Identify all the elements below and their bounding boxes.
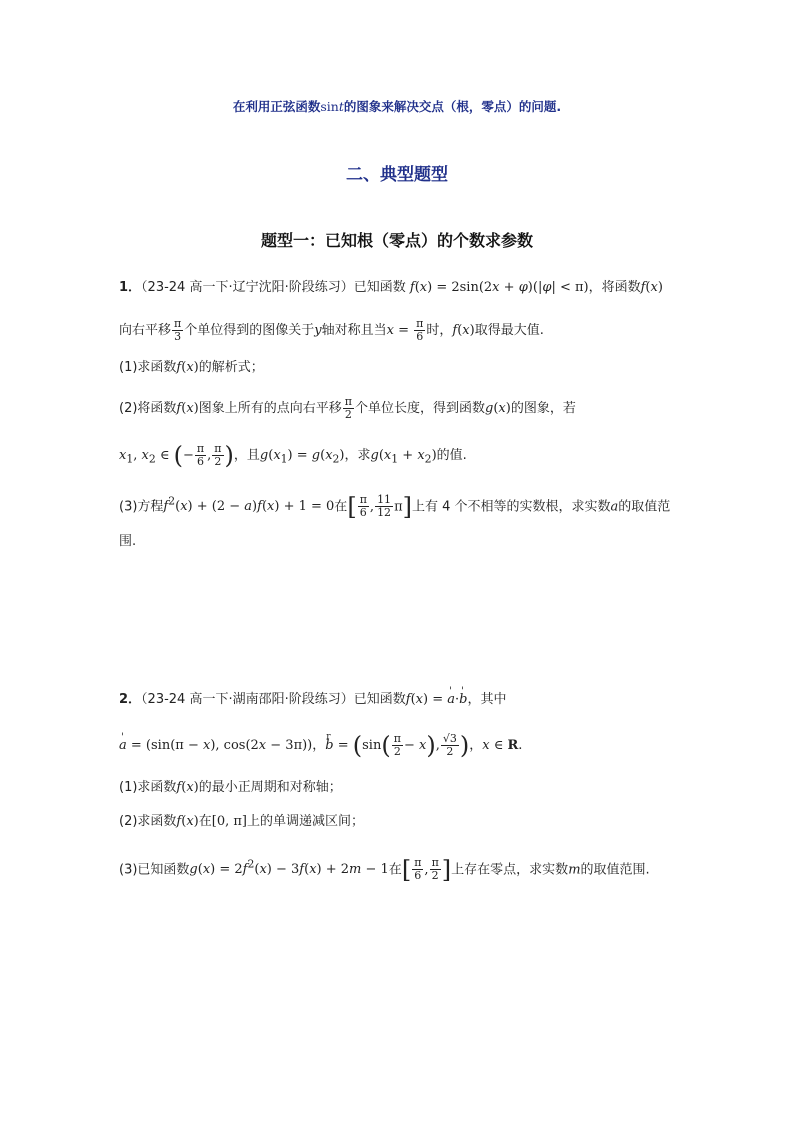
section-title: 二、典型题型 — [346, 165, 448, 185]
q2-part-3: (3)已知函数$g(x) = 2f^2(x) - 3f(x) + 2m - 1$在[ $\frac{\pi}{6}$ , $\frac{\pi}{2}$ ]上存在零点，求实数m的取值范围. — [119, 855, 650, 884]
intro-text-before: 在利用正弦函数 — [232, 99, 321, 114]
q1-frac-pi-6: $\frac{\pi}{6}$ — [416, 317, 424, 343]
q2-number: 2． — [119, 692, 142, 707]
q1-source: （23-24 高一下·辽宁沈阳·阶段练习） — [141, 280, 354, 295]
q1-part-3-line-1: (3)方程$f^2(x) + (2 - a)f(x) + 1 = 0$在[ $\frac{\pi}{6}$ , $\frac{11}{12}$ π]上有 4 个不相等的实数根，求实数a的取值范 — [119, 492, 671, 521]
q2-line-1: 2．（23-24 高一下·湖南邵阳·阶段练习）已知函数f(x) = ' a·' b，其中 — [119, 690, 506, 710]
q1-part-2-line-2: $x_1$, $x_2$ ∈ (− $\frac{\pi}{6}$ , $\frac{\pi}{2}$ )，且$g(x_1) = g(x_2)$，求$g(x_1 + x_2)$的值. — [119, 441, 467, 470]
intro-line — [0, 97, 794, 115]
intro-text-after: 的图象来解决交点（根，零点）的问题. — [343, 99, 562, 114]
q1-line-2: 向右平移 $\frac{\pi}{3}$ 个单位得到的图像关于y轴对称且当x = $\frac{\pi}{6}$ 时，f(x)取得最大值. — [119, 317, 544, 343]
q1-formula-f: f(x) = 2sin(2x + φ)(|φ| < π) — [409, 280, 589, 295]
q2-source: （23-24 高一下·湖南邵阳·阶段练习） — [141, 692, 354, 707]
intro-var: t — [338, 99, 344, 114]
q1-part-3-line-2: 围. — [119, 534, 137, 549]
q1-line-1: 1．（23-24 高一下·辽宁沈阳·阶段练习）已知函数 f(x) = 2sin(2x + φ)(|φ| < π)，将函数f(x) — [119, 280, 663, 295]
q2-part-2: (2)求函数f(x)在[0, π]上的单调递减区间； — [119, 814, 364, 829]
type-title: 题型一：已知根（零点）的个数求参数 — [260, 231, 533, 250]
q1-number: 1． — [119, 280, 142, 295]
q2-line-2: ' a = (sin(π − x), cos(2x − 3π))，r b = (sin( $\frac{\pi}{2}$ − x), $\frac{√3}{2}$ )，x ∈ R. — [119, 733, 522, 758]
q1-part-1: (1)求函数f(x)的解析式； — [119, 360, 264, 375]
intro-fn: sin — [320, 99, 339, 114]
q1-frac-pi-3: $\frac{\pi}{3}$ — [174, 317, 182, 343]
q2-part-1: (1)求函数f(x)的最小正周期和对称轴； — [119, 780, 342, 795]
q1-part-2-line-1: (2)将函数f(x)图象上所有的点向右平移 $\frac{\pi}{2}$ 个单位长度，得到函数g(x)的图象，若 — [119, 395, 576, 421]
